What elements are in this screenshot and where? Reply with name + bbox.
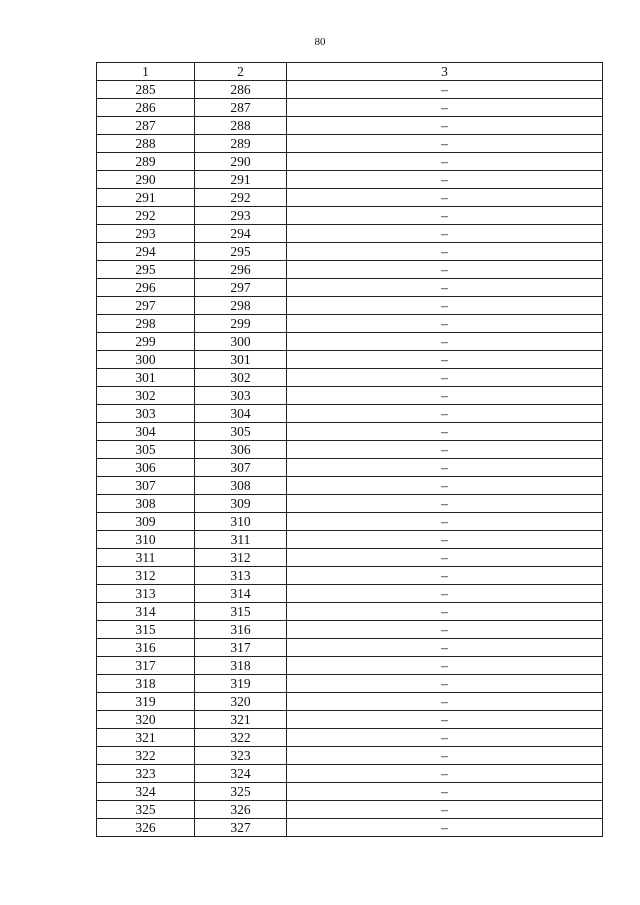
table-cell-col-3: – — [287, 243, 603, 261]
table-row — [97, 747, 603, 765]
table-row — [97, 459, 603, 477]
table-cell-col-3: – — [287, 315, 603, 333]
table-cell-col-3: – — [287, 333, 603, 351]
table-cell-col-1: 297 — [97, 297, 195, 315]
table-cell-col-2: 294 — [195, 225, 287, 243]
table-row — [97, 693, 603, 711]
table-cell-col-3: – — [287, 441, 603, 459]
table-cell-col-1: 302 — [97, 387, 195, 405]
table-row — [97, 639, 603, 657]
table-row — [97, 801, 603, 819]
table-cell-col-2: 320 — [195, 693, 287, 711]
table-cell-col-3: – — [287, 567, 603, 585]
table-cell-col-2: 315 — [195, 603, 287, 621]
table-cell-col-1: 295 — [97, 261, 195, 279]
table-cell-col-3: – — [287, 693, 603, 711]
table-cell-col-3: – — [287, 117, 603, 135]
table-cell-col-2: 301 — [195, 351, 287, 369]
table-cell-col-1: 303 — [97, 405, 195, 423]
table-cell-col-1: 296 — [97, 279, 195, 297]
table-cell-col-1: 293 — [97, 225, 195, 243]
table-cell-col-1: 315 — [97, 621, 195, 639]
table-cell-col-2: 311 — [195, 531, 287, 549]
table-cell-col-2: 303 — [195, 387, 287, 405]
table-cell-col-1: 291 — [97, 189, 195, 207]
table-cell-col-1: 318 — [97, 675, 195, 693]
table-cell-col-3: – — [287, 675, 603, 693]
table-cell-col-2: 296 — [195, 261, 287, 279]
table-row — [97, 279, 603, 297]
table-cell-col-1: 304 — [97, 423, 195, 441]
table-cell-col-2: 306 — [195, 441, 287, 459]
table-cell-col-2: 295 — [195, 243, 287, 261]
table-cell-col-1: 319 — [97, 693, 195, 711]
table-row — [97, 315, 603, 333]
table-cell-col-2: 309 — [195, 495, 287, 513]
table-cell-col-1: 310 — [97, 531, 195, 549]
table-cell-col-2: 327 — [195, 819, 287, 837]
table-cell-col-1: 317 — [97, 657, 195, 675]
table-cell-col-3: – — [287, 495, 603, 513]
table-cell-col-2: 288 — [195, 117, 287, 135]
table-cell-col-1: 326 — [97, 819, 195, 837]
table-cell-col-3: – — [287, 135, 603, 153]
table-cell-col-3: – — [287, 819, 603, 837]
table-cell-col-3: – — [287, 351, 603, 369]
table-cell-col-1: 324 — [97, 783, 195, 801]
table-cell-col-1: 308 — [97, 495, 195, 513]
table-cell-col-3: – — [287, 423, 603, 441]
column-header-3: 3 — [287, 63, 603, 81]
table-cell-col-1: 311 — [97, 549, 195, 567]
table-cell-col-2: 308 — [195, 477, 287, 495]
table-cell-col-2: 326 — [195, 801, 287, 819]
table-cell-col-2: 317 — [195, 639, 287, 657]
table-cell-col-3: – — [287, 297, 603, 315]
table-cell-col-2: 314 — [195, 585, 287, 603]
table-row — [97, 153, 603, 171]
table-row — [97, 207, 603, 225]
table-row — [97, 189, 603, 207]
table-cell-col-1: 321 — [97, 729, 195, 747]
table-cell-col-1: 290 — [97, 171, 195, 189]
table-cell-col-1: 301 — [97, 369, 195, 387]
table-cell-col-2: 300 — [195, 333, 287, 351]
table-row — [97, 495, 603, 513]
table-cell-col-2: 319 — [195, 675, 287, 693]
table-cell-col-1: 285 — [97, 81, 195, 99]
table-row — [97, 657, 603, 675]
table-cell-col-1: 316 — [97, 639, 195, 657]
table-cell-col-2: 322 — [195, 729, 287, 747]
table-row — [97, 531, 603, 549]
table-body — [97, 81, 603, 837]
table-cell-col-2: 305 — [195, 423, 287, 441]
table-cell-col-1: 314 — [97, 603, 195, 621]
table-cell-col-3: – — [287, 513, 603, 531]
table-cell-col-3: – — [287, 405, 603, 423]
table-cell-col-1: 294 — [97, 243, 195, 261]
table-cell-col-2: 323 — [195, 747, 287, 765]
table-cell-col-1: 323 — [97, 765, 195, 783]
table-cell-col-2: 287 — [195, 99, 287, 117]
table-cell-col-3: – — [287, 225, 603, 243]
table-cell-col-2: 312 — [195, 549, 287, 567]
table-cell-col-3: – — [287, 477, 603, 495]
table-cell-col-3: – — [287, 369, 603, 387]
table-cell-col-2: 313 — [195, 567, 287, 585]
table-row — [97, 621, 603, 639]
page-number: 80 — [314, 36, 326, 48]
table-cell-col-2: 310 — [195, 513, 287, 531]
table-row — [97, 117, 603, 135]
table-cell-col-3: – — [287, 603, 603, 621]
table-cell-col-3: – — [287, 387, 603, 405]
table-cell-col-3: – — [287, 189, 603, 207]
table-row — [97, 297, 603, 315]
table-row — [97, 585, 603, 603]
table-cell-col-2: 293 — [195, 207, 287, 225]
table-cell-col-3: – — [287, 81, 603, 99]
table-cell-col-3: – — [287, 585, 603, 603]
table-row — [97, 171, 603, 189]
table-row — [97, 81, 603, 99]
table-cell-col-3: – — [287, 459, 603, 477]
table-cell-col-2: 316 — [195, 621, 287, 639]
table-cell-col-3: – — [287, 153, 603, 171]
column-header-2: 2 — [195, 63, 287, 81]
table-row — [97, 441, 603, 459]
table-cell-col-2: 325 — [195, 783, 287, 801]
table-cell-col-3: – — [287, 783, 603, 801]
table-cell-col-2: 318 — [195, 657, 287, 675]
table-row — [97, 819, 603, 837]
table-cell-col-2: 298 — [195, 297, 287, 315]
table-cell-col-2: 291 — [195, 171, 287, 189]
table-cell-col-1: 313 — [97, 585, 195, 603]
table-cell-col-2: 292 — [195, 189, 287, 207]
table-cell-col-1: 312 — [97, 567, 195, 585]
table-cell-col-3: – — [287, 657, 603, 675]
table-cell-col-2: 286 — [195, 81, 287, 99]
table-cell-col-3: – — [287, 711, 603, 729]
table-row — [97, 405, 603, 423]
table-cell-col-1: 307 — [97, 477, 195, 495]
table-row — [97, 477, 603, 495]
table-cell-col-3: – — [287, 621, 603, 639]
table-row — [97, 369, 603, 387]
table-cell-col-2: 290 — [195, 153, 287, 171]
table-cell-col-3: – — [287, 747, 603, 765]
table-cell-col-3: – — [287, 99, 603, 117]
table-cell-col-1: 298 — [97, 315, 195, 333]
table-cell-col-2: 304 — [195, 405, 287, 423]
table-cell-col-1: 286 — [97, 99, 195, 117]
table-cell-col-1: 320 — [97, 711, 195, 729]
table-cell-col-1: 306 — [97, 459, 195, 477]
table-row — [97, 261, 603, 279]
table-row — [97, 333, 603, 351]
table-header-row — [97, 63, 603, 81]
table-cell-col-1: 292 — [97, 207, 195, 225]
table-cell-col-3: – — [287, 531, 603, 549]
table-cell-col-1: 325 — [97, 801, 195, 819]
table-row — [97, 351, 603, 369]
table-cell-col-1: 305 — [97, 441, 195, 459]
table-row — [97, 513, 603, 531]
table-row — [97, 675, 603, 693]
table-cell-col-3: – — [287, 261, 603, 279]
table-row — [97, 549, 603, 567]
table-cell-col-3: – — [287, 279, 603, 297]
table-cell-col-1: 309 — [97, 513, 195, 531]
table-cell-col-3: – — [287, 207, 603, 225]
table-row — [97, 423, 603, 441]
table-cell-col-2: 321 — [195, 711, 287, 729]
table-cell-col-2: 324 — [195, 765, 287, 783]
table-cell-col-2: 302 — [195, 369, 287, 387]
table-row — [97, 765, 603, 783]
table-cell-col-1: 288 — [97, 135, 195, 153]
table-row — [97, 567, 603, 585]
table-cell-col-3: – — [287, 729, 603, 747]
table-cell-col-1: 287 — [97, 117, 195, 135]
table-row — [97, 99, 603, 117]
column-header-1: 1 — [97, 63, 195, 81]
table-row — [97, 225, 603, 243]
table-cell-col-3: – — [287, 639, 603, 657]
table-row — [97, 135, 603, 153]
table-cell-col-2: 299 — [195, 315, 287, 333]
table-cell-col-3: – — [287, 171, 603, 189]
table-cell-col-1: 322 — [97, 747, 195, 765]
table-row — [97, 387, 603, 405]
table-cell-col-3: – — [287, 801, 603, 819]
table-row — [97, 783, 603, 801]
table-cell-col-2: 297 — [195, 279, 287, 297]
table-cell-col-3: – — [287, 765, 603, 783]
table-cell-col-3: – — [287, 549, 603, 567]
table-cell-col-2: 289 — [195, 135, 287, 153]
table-row — [97, 729, 603, 747]
table-cell-col-1: 299 — [97, 333, 195, 351]
table-cell-col-1: 289 — [97, 153, 195, 171]
table-cell-col-2: 307 — [195, 459, 287, 477]
table-cell-col-1: 300 — [97, 351, 195, 369]
table-row — [97, 711, 603, 729]
table-row — [97, 243, 603, 261]
data-table — [96, 62, 603, 837]
table-row — [97, 603, 603, 621]
